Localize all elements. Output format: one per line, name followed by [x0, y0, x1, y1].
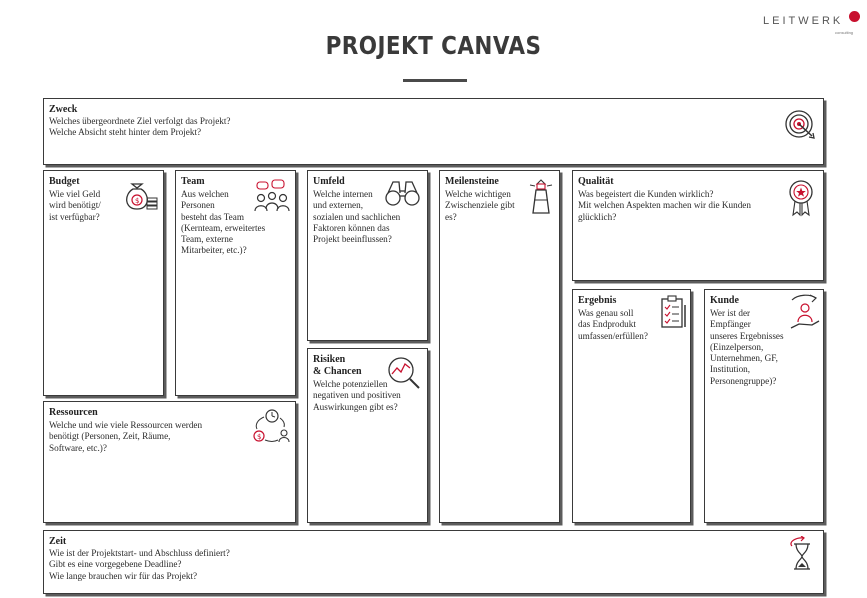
box-text: Wer ist der Empfänger unseres Ergebnisses (Einzelperson, Unternehmen, GF, Institution, Personengruppe)? — [710, 308, 784, 386]
magnifier-chart-icon — [385, 355, 423, 391]
award-icon — [786, 179, 816, 217]
svg-text:$: $ — [135, 197, 140, 205]
box-kunde — [704, 289, 824, 523]
box-ergebnis — [572, 289, 691, 523]
box-risiken — [307, 348, 428, 523]
checklist-icon — [659, 295, 689, 331]
box-zweck — [43, 98, 824, 165]
title-underline — [403, 79, 467, 82]
brand-mark-icon — [849, 11, 860, 22]
box-heading: Risiken & Chancen — [313, 354, 362, 377]
page-title: PROJEKT CANVAS — [325, 31, 542, 60]
box-heading: Kunde — [710, 295, 739, 306]
box-text: Welche wichtigen Zwischenziele gibt es? — [445, 189, 515, 222]
lighthouse-icon — [528, 178, 554, 216]
box-zeit — [43, 530, 824, 594]
box-qualitaet — [572, 170, 824, 281]
box-heading: Meilensteine — [445, 176, 499, 187]
box-heading: Umfeld — [313, 176, 345, 187]
box-text: Welches übergeordnete Ziel verfolgt das Projekt? Welche Absicht steht hinter dem Projekt? — [49, 116, 231, 138]
customer-hand-icon — [788, 292, 822, 332]
brand-tagline: consulting — [835, 30, 854, 35]
box-text: Welche und wie viele Ressourcen werden benötigt (Personen, Zeit, Räume, Software, etc.)? — [49, 420, 203, 453]
box-text: Welche potenziellen negativen und positiven Auswirkungen gibt es? — [313, 379, 401, 412]
box-text: Wie viel Geld wird benötigt/ ist verfügbar? — [49, 189, 101, 222]
box-heading: Zweck — [49, 104, 78, 115]
box-heading: Budget — [49, 176, 80, 187]
svg-text:$: $ — [257, 433, 262, 441]
box-ressourcen — [43, 401, 296, 523]
box-budget — [43, 170, 164, 396]
box-text: Welche internen und externen, sozialen und sachlichen Faktoren können das Projekt beeinflussen? — [313, 189, 401, 245]
box-heading: Ergebnis — [578, 295, 617, 306]
target-icon — [783, 107, 817, 141]
box-heading: Team — [181, 176, 205, 187]
box-text: Aus welchen Personen besteht das Team (Kernteam, erweitertes Team, externe Mitarbeiter, etc.)? — [181, 189, 266, 256]
box-heading: Qualität — [578, 176, 614, 187]
box-umfeld — [307, 170, 428, 341]
box-team — [175, 170, 296, 396]
brand-name: LEITWERK — [763, 15, 844, 27]
box-text: Wie ist der Projektstart- und Abschluss definiert? Gibt es eine vorgegebene Deadline? Wie lange brauchen wir für das Projekt? — [49, 548, 230, 581]
team-chat-icon — [253, 178, 291, 214]
box-text: Was genau soll das Endprodukt umfassen/erfüllen? — [578, 308, 648, 341]
resources-cycle-icon — [251, 407, 291, 445]
hourglass-icon — [786, 536, 816, 572]
box-meilensteine — [439, 170, 560, 523]
box-heading: Zeit — [49, 536, 67, 547]
box-text: Was begeistert die Kunden wirklich? Mit welchen Aspekten machen wir die Kunden glücklich? — [578, 189, 751, 222]
box-heading: Ressourcen — [49, 407, 98, 418]
money-bag-icon — [122, 178, 160, 214]
binoculars-icon — [384, 179, 422, 209]
